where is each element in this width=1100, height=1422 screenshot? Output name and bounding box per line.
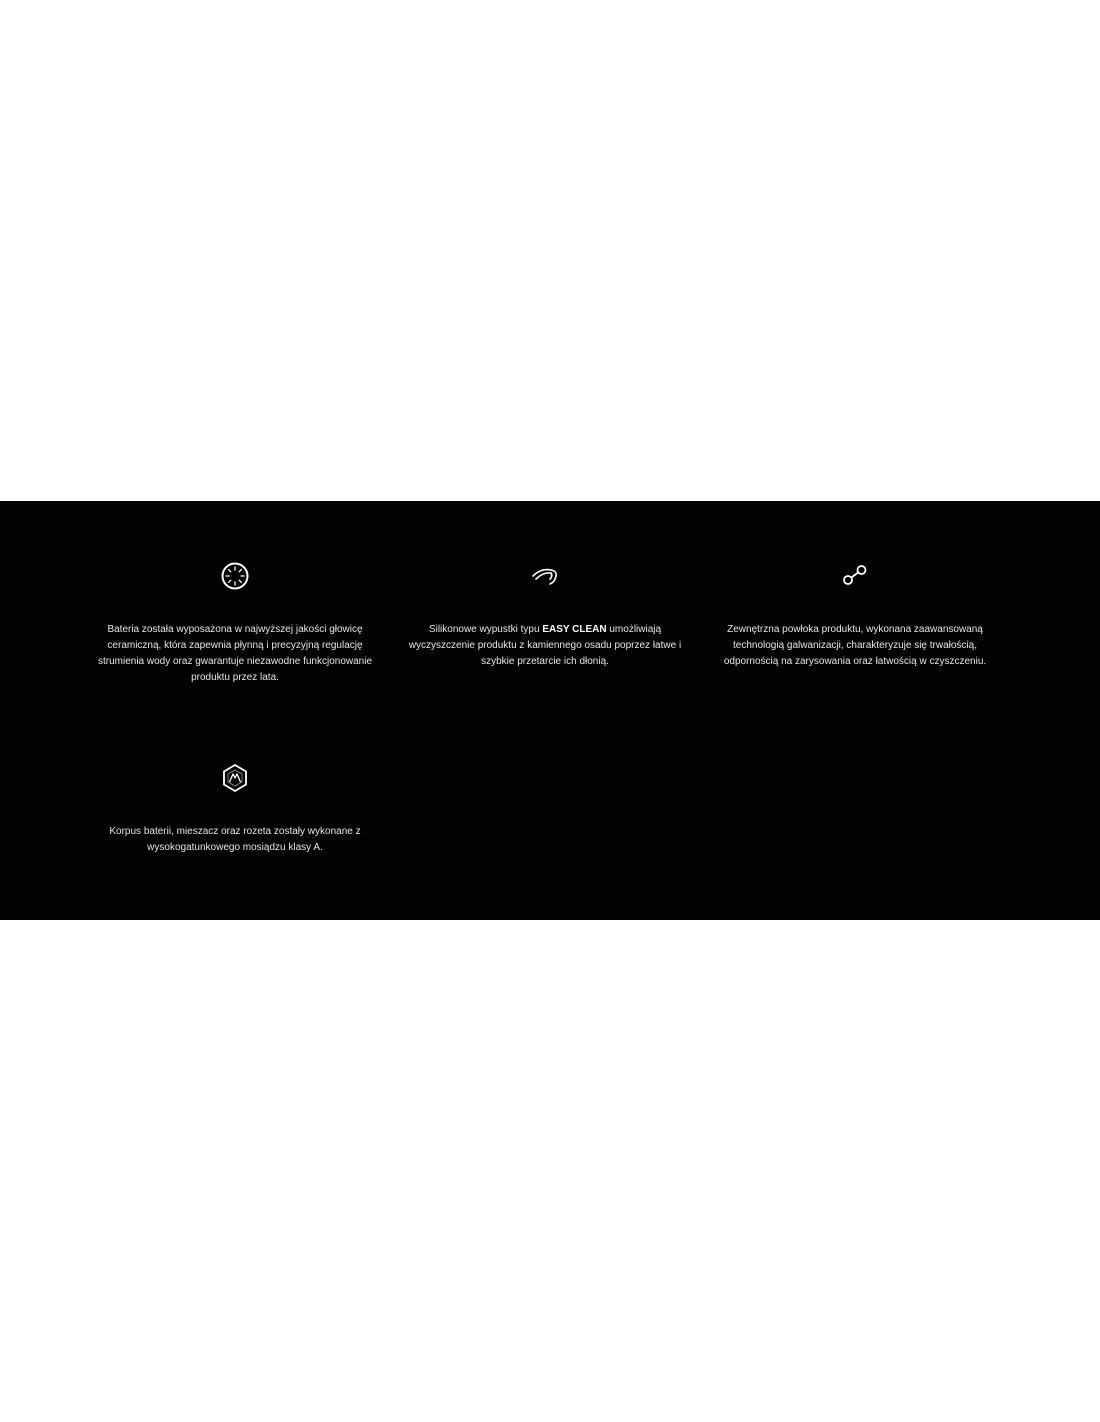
feature-coating-text: Zewnętrzna powłoka produktu, wykonana zaawansowaną technologią galwanizacji, charakteryzuje się trwałością, odpornością na zarysowania oraz łatwością w czyszczeniu. — [723, 624, 987, 667]
easy-clean-icon — [529, 560, 561, 592]
feature-brass-body-text: Korpus baterii, mieszacz oraz rozeta zostały wykonane z wysokogatunkowego mosiądzu klasy A. — [109, 826, 361, 853]
feature-coating — [715, 560, 995, 670]
feature-ceramic-cartridge-text: Bateria została wyposażona w najwyższej jakości głowicę ceramiczną, która zapewnia płynną i precyzyjną regulację strumienia wody oraz gwarantuje niezawodne funkcjonowanie produktu przez lata. — [97, 624, 373, 683]
brass-hexagon-icon — [219, 762, 251, 794]
features-section — [0, 501, 1100, 920]
feature-easy-clean — [405, 560, 685, 670]
feature-ceramic-cartridge — [95, 560, 375, 686]
coating-link-icon — [839, 560, 871, 592]
easy-clean-label: EASY CLEAN — [542, 624, 607, 635]
feature-brass-body — [95, 762, 375, 856]
feature-easy-clean-text: Silikonowe wypustki typu EASY CLEAN umożliwiają wyczyszczenie produktu z kamiennego osadu poprzez łatwe i szybkie przetarcie ich dłonią. — [408, 624, 682, 667]
ceramic-cartridge-icon — [219, 560, 251, 592]
